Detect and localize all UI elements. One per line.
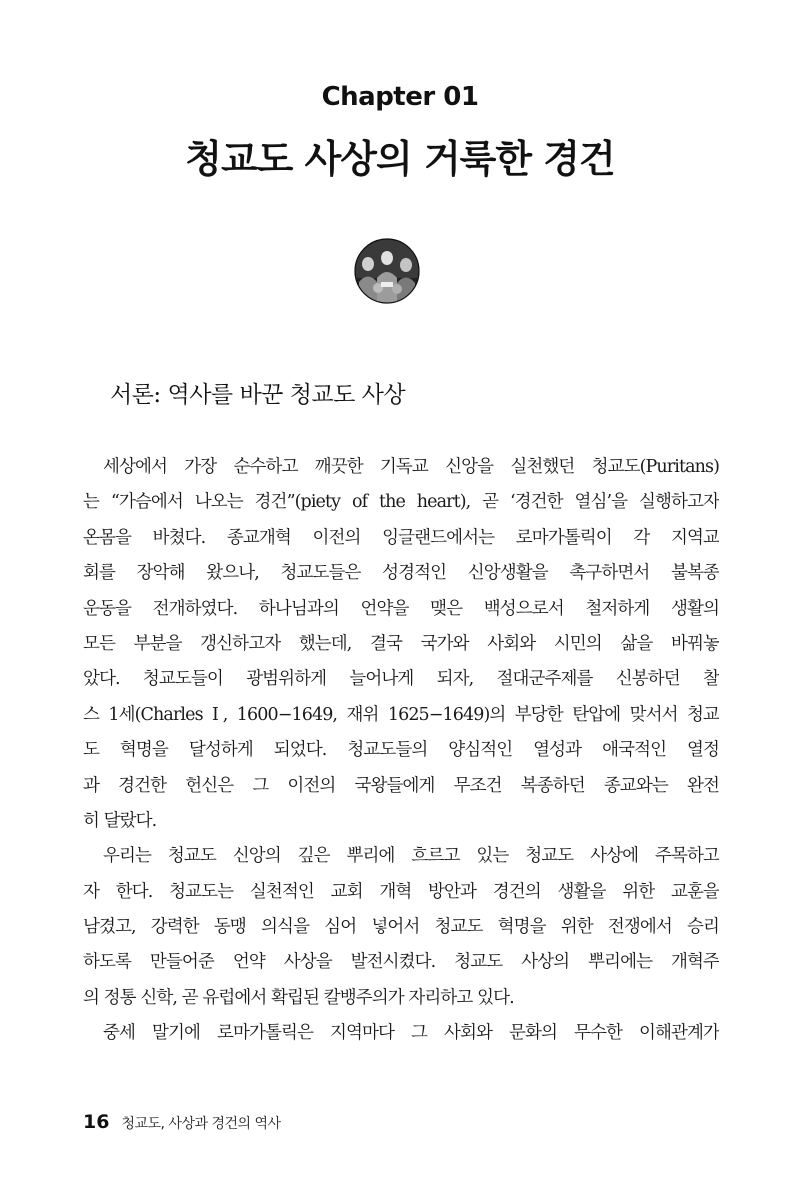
body-line: 남겼고, 강력한 동맹 의식을 심어 넣어서 청교도 혁명을 위한 전쟁에서 승리 <box>83 917 719 938</box>
section-heading: 서론: 역사를 바꾼 청교도 사상 <box>110 382 406 408</box>
body-line: 운동을 전개하였다. 하나님과의 언약을 맺은 백성으로서 철저하게 생활의 <box>83 598 719 619</box>
page-number: 16 <box>83 1111 110 1133</box>
body-line: 우리는 청교도 신앙의 깊은 뿌리에 흐르고 있는 청교도 사상에 주목하고 <box>103 846 719 867</box>
body-line: 히 달랐다. <box>83 810 157 831</box>
chapter-title: 청교도 사상의 거룩한 경건 <box>185 136 615 181</box>
body-text <box>83 450 719 1052</box>
body-line: 하도록 만들어준 언약 사상을 발전시켰다. 청교도 사상의 뿌리에는 개혁주 <box>83 952 719 973</box>
body-line: 세상에서 가장 순수하고 깨끗한 기독교 신앙을 실천했던 청교도(Puritans) <box>103 457 719 477</box>
page-footer <box>83 1111 281 1133</box>
body-line: 는 “가슴에서 나오는 경건”(piety of the heart), 곧 ‘경건한 열심’을 실행하고자 <box>83 492 719 513</box>
body-line: 스 1세(Charles Ⅰ, 1600−1649, 재위 1625−1649)의 부당한 탄압에 맞서서 청교 <box>83 704 719 725</box>
chapter-label: Chapter 01 <box>321 82 479 112</box>
body-line: 도 혁명을 달성하게 되었다. 청교도들의 양심적인 열성과 애국적인 열정 <box>83 740 719 761</box>
body-line: 온몸을 바쳤다. 종교개혁 이전의 잉글랜드에서는 로마가톨릭이 각 지역교 <box>83 527 719 548</box>
body-line: 중세 말기에 로마가톨릭은 지역마다 그 사회와 문화의 무수한 이해관계가 <box>103 1023 719 1044</box>
body-line: 과 경건한 헌신은 그 이전의 국왕들에게 무조건 복종하던 종교와는 완전 <box>83 775 719 796</box>
running-title: 청교도, 사상과 경건의 역사 <box>121 1116 281 1132</box>
body-line: 자 한다. 청교도는 실천적인 교회 개혁 방안과 경건의 생활을 위한 교훈을 <box>83 881 719 902</box>
body-line: 았다. 청교도들이 광범위하게 늘어나게 되자, 절대군주제를 신봉하던 찰 <box>83 669 719 690</box>
body-line: 회를 장악해 왔으나, 청교도들은 성경적인 신앙생활을 촉구하면서 불복종 <box>83 563 719 584</box>
body-line: 의 정통 신학, 곧 유럽에서 확립된 칼뱅주의가 자리하고 있다. <box>83 987 514 1008</box>
engraved-portrait-medallion-icon <box>354 238 420 304</box>
body-line: 모든 부분을 갱신하고자 했는데, 결국 국가와 사회와 시민의 삶을 바꿔놓 <box>83 633 719 654</box>
